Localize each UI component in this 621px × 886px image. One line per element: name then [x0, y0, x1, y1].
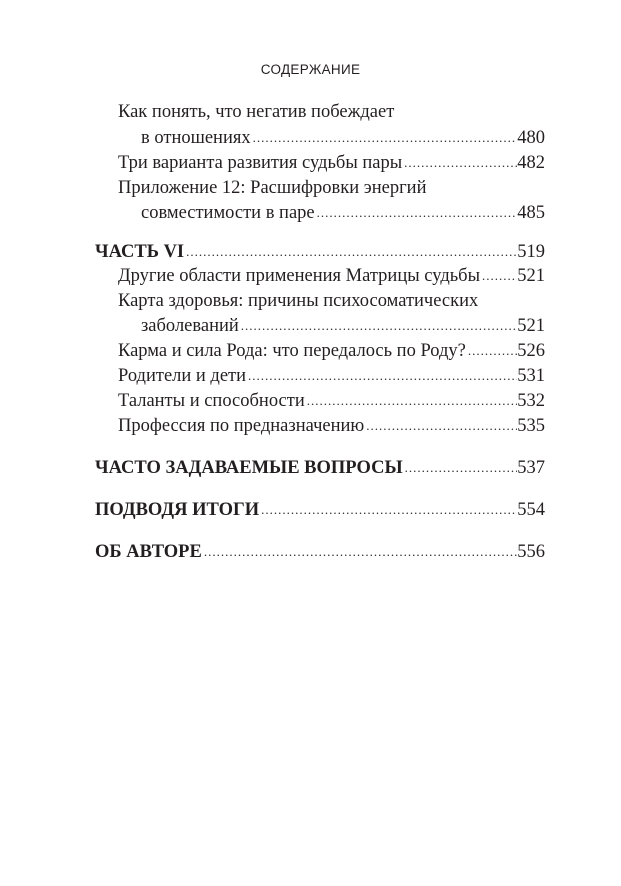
dot-leader [184, 240, 517, 264]
dot-leader [251, 126, 518, 150]
toc-entry-title: Профессия по предназначению [118, 416, 365, 436]
toc-page-number: 521 [517, 266, 545, 286]
toc-part [95, 240, 545, 264]
toc-page-number: 532 [517, 391, 545, 411]
toc-entry-title: Другие области применения Матрицы судьбы [118, 266, 481, 286]
toc-page-number: 526 [517, 341, 545, 361]
toc-page-number: 485 [517, 203, 545, 223]
toc-entry-title: Таланты и способности [118, 391, 305, 411]
dot-leader [202, 540, 517, 564]
toc-entry [118, 100, 545, 124]
toc-entry-title: в отношениях [141, 128, 251, 148]
toc-page-number: 531 [517, 366, 545, 386]
toc-page-number: 537 [517, 458, 545, 478]
toc-entry-title: ЧАСТЬ VI [95, 242, 185, 262]
toc-entry-title: ПОДВОДЯ ИТОГИ [95, 500, 260, 520]
toc-entry-title: Карма и сила Рода: что передалось по Роду? [118, 341, 466, 361]
dot-leader [259, 498, 517, 522]
toc-entry [118, 264, 545, 288]
toc-entry-title: ОБ АВТОРЕ [95, 542, 202, 562]
toc-entry [141, 126, 545, 150]
toc-entry [141, 314, 545, 338]
toc-entry-title: заболеваний [141, 316, 239, 336]
toc-entry-title: Карта здоровья: причины психосоматических [118, 291, 479, 311]
toc-entry [118, 339, 545, 363]
toc-entry-title: Родители и дети [118, 366, 247, 386]
toc-part [95, 498, 545, 522]
dot-leader [305, 389, 518, 413]
dot-leader [403, 456, 518, 480]
toc-page-number: 521 [517, 316, 545, 336]
toc-entry-title: Приложение 12: Расшифровки энергий [118, 178, 427, 198]
dot-leader [364, 414, 517, 438]
toc-part [95, 456, 545, 480]
toc-entry [118, 176, 545, 200]
toc-entry [118, 364, 545, 388]
dot-leader [402, 151, 517, 175]
toc-page-number: 556 [517, 542, 545, 562]
toc-page-number: 519 [517, 242, 545, 262]
toc-entry [141, 201, 545, 225]
toc-entry [118, 414, 545, 438]
dot-leader [480, 264, 517, 288]
toc-part [95, 540, 545, 564]
dot-leader [466, 339, 517, 363]
toc-entry [118, 389, 545, 413]
running-header: СОДЕРЖАНИЕ [260, 62, 361, 77]
dot-leader [246, 364, 517, 388]
dot-leader [239, 314, 517, 338]
toc-page-number: 482 [517, 153, 545, 173]
dot-leader [315, 201, 518, 225]
toc-entry [118, 289, 545, 313]
toc-page-number: 480 [517, 128, 545, 148]
toc-entry [118, 151, 545, 175]
toc-entry-title: совместимости в паре [141, 203, 315, 223]
toc-entry-title: ЧАСТО ЗАДАВАЕМЫЕ ВОПРОСЫ [95, 458, 403, 478]
toc-entry-title: Как понять, что негатив побеждает [118, 102, 395, 122]
toc-page-number: 554 [517, 500, 545, 520]
toc-page-number: 535 [517, 416, 545, 436]
toc-entry-title: Три варианта развития судьбы пары [118, 153, 403, 173]
